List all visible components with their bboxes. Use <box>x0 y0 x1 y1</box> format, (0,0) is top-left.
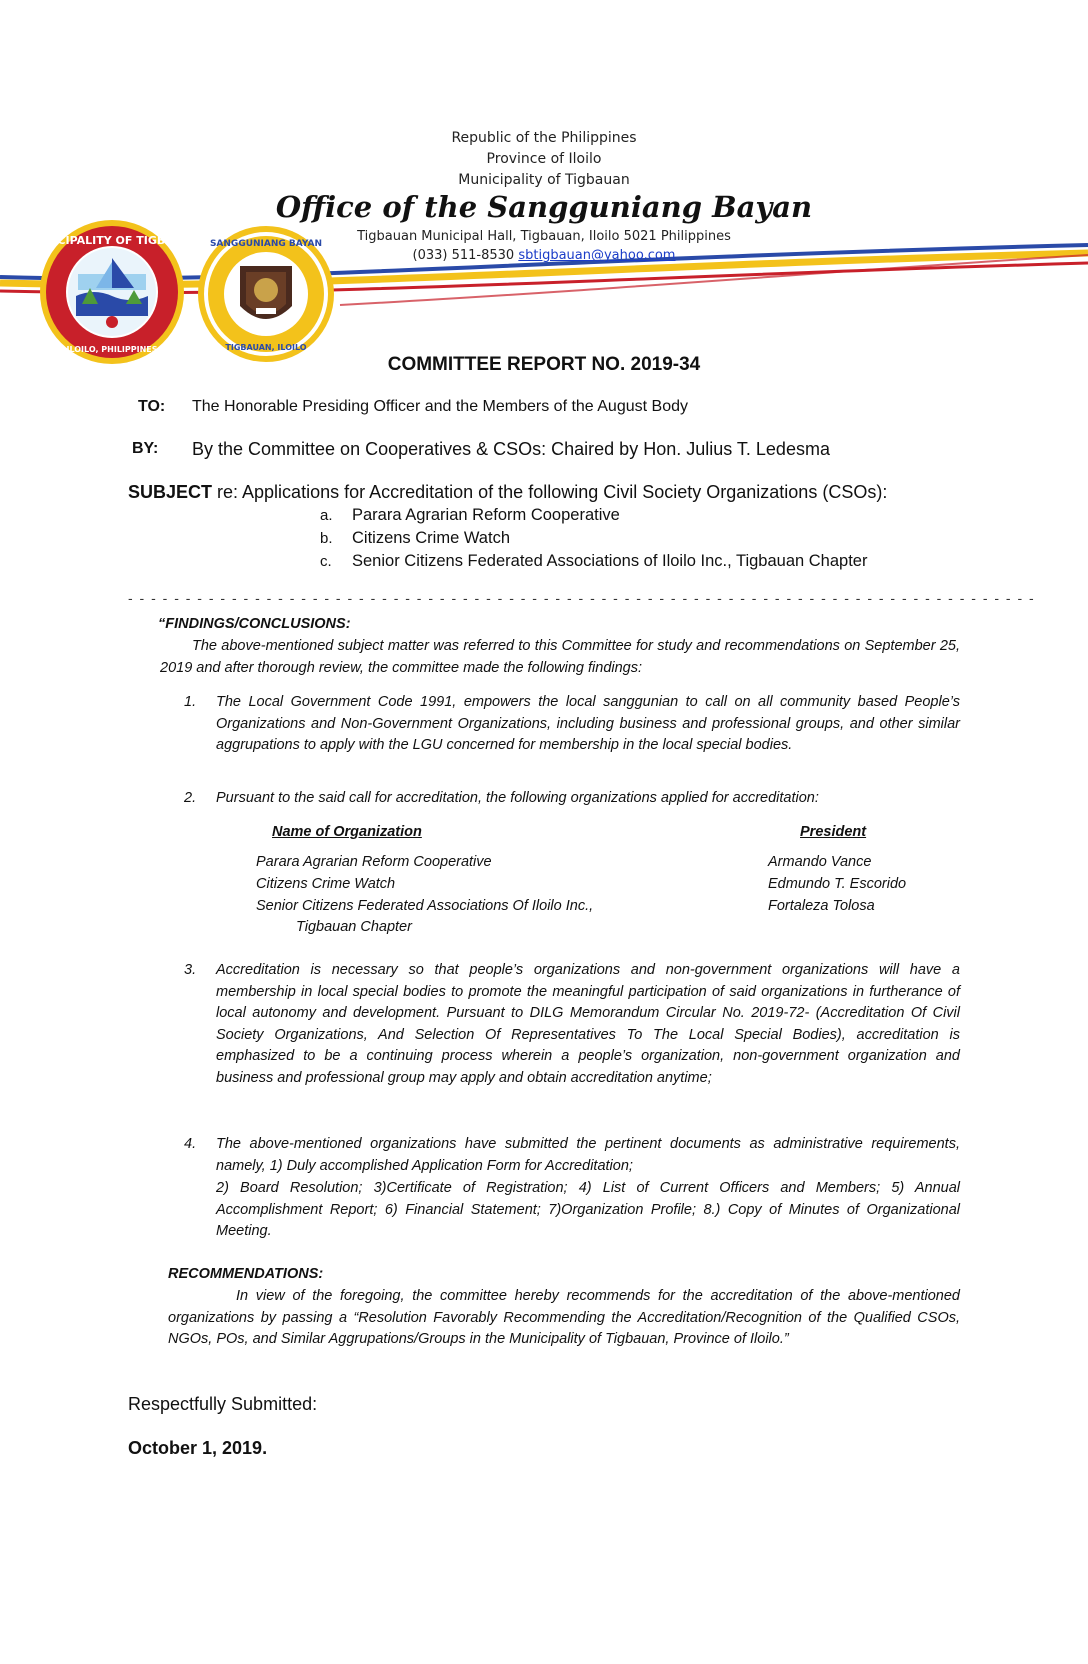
province-line: Province of Iloilo <box>486 151 602 167</box>
svg-text:TIGBAUAN, ILOILO: TIGBAUAN, ILOILO <box>225 343 307 352</box>
subject-item: Parara Agrarian Reform Cooperative <box>352 506 620 524</box>
finding-4-text-a: The above-mentioned organizations have submitted the pertinent documents as administrative requirements, namely, 1) Duly accomplished Application Form for Accreditation; <box>216 1136 960 1174</box>
recommendations-text: In view of the foregoing, the committee hereby recommends for the accreditation of the above-mentioned organizations by passing a “Resolution Favorably Recommending the Accreditation/Recognition of the Qualified CSOs, NGOs, POs, and Similar Aggrupations/Groups in the Municipality of Tigbauan, Province of Iloilo.” <box>168 1288 960 1348</box>
findings-intro: The above-mentioned subject matter was referred to this Committee for study and recommendations on September 25, 2019 and after thorough review, the committee made the following findings: <box>160 638 960 676</box>
email-link[interactable]: sbtigbauan@yahoo.com <box>518 248 676 263</box>
subject-text: re: Applications for Accreditation of the following Civil Society Organizations (CSOs): <box>212 482 888 502</box>
subject-label: SUBJECT <box>128 482 213 502</box>
org-column-header: Name of Organization <box>272 824 422 840</box>
office-title: Office of the Sangguniang Bayan <box>275 190 813 224</box>
table-row-president: Armando Vance <box>768 854 872 870</box>
report-date: October 1, 2019. <box>128 1438 268 1458</box>
subject-item: Citizens Crime Watch <box>352 529 510 547</box>
table-row-president: Edmundo T. Escorido <box>768 876 907 892</box>
finding-1-number: 1. <box>184 694 197 710</box>
table-row-president: Fortaleza Tolosa <box>768 898 875 914</box>
table-row-org: Citizens Crime Watch <box>256 876 396 892</box>
report-title: COMMITTEE REPORT NO. 2019-34 <box>387 354 701 375</box>
svg-text:MUNICIPALITY OF TIGBAUAN: MUNICIPALITY OF TIGBAUAN <box>24 234 200 247</box>
finding-2-number: 2. <box>184 790 197 806</box>
subject-item: Senior Citizens Federated Associations of Iloilo Inc., Tigbauan Chapter <box>352 552 868 570</box>
finding-3-text: Accreditation is necessary so that people’s organizations and non-government organizations will have a membership in local special bodies to promote the meaningful participation of said organizations in furtherance of local autonomy and development. Pursuant to DILG Memorandum Circular No. 2019-72- (Accreditation Of Civil Society Organizations, And Selection Of Representatives To The Local Special Bodies), accreditation is emphasized to be a continuing process wherein a people’s organization, non-government organization and business and professional group may apply and obtain accreditation anytime; <box>216 962 960 1086</box>
subject-item-marker: c. <box>320 553 332 570</box>
subject-item-marker: b. <box>320 530 333 547</box>
finding-2-text: Pursuant to the said call for accreditation, the following organizations applied for accreditation: <box>216 790 819 806</box>
svg-text:ILOILO, PHILIPPINES: ILOILO, PHILIPPINES <box>66 345 158 354</box>
finding-1-text: The Local Government Code 1991, empowers the local sanggunian to call on all community based People’s Organizations and Non-Government Organizations, including business and professional groups, and other similar aggrupations to apply with the LGU concerned for membership in the local special bodies. <box>216 694 960 754</box>
by-label: BY: <box>132 440 159 457</box>
table-row-org-continued: Tigbauan Chapter <box>296 919 412 935</box>
svg-text:SANGGUNIANG BAYAN: SANGGUNIANG BAYAN <box>209 239 323 249</box>
municipality-line: Municipality of Tigbauan <box>458 172 630 188</box>
finding-4-number: 4. <box>184 1136 197 1152</box>
finding-4-text-b: 2) Board Resolution; 3)Certificate of Registration; 4) List of Current Officers and Members; 5) Annual Accomplishment Report; 6) Financial Statement; 7)Organization Profile; 8.) Copy of Minutes of Organizational Meeting. <box>216 1180 960 1240</box>
table-row-org: Senior Citizens Federated Associations Of Iloilo Inc., <box>256 898 594 914</box>
republic-line: Republic of the Philippines <box>451 130 637 146</box>
subject-item-marker: a. <box>320 507 333 524</box>
subject-line <box>128 482 887 503</box>
to-text: The Honorable Presiding Officer and the Members of the August Body <box>192 398 688 415</box>
sangguniang-bayan-seal-logo <box>196 224 336 364</box>
to-label: TO: <box>138 398 166 415</box>
respectfully-submitted: Respectfully Submitted: <box>128 1394 318 1414</box>
findings-heading: “FINDINGS/CONCLUSIONS: <box>158 616 351 632</box>
address-line: Tigbauan Municipal Hall, Tigbauan, Iloilo 5021 Philippines <box>357 229 731 244</box>
divider: - - - - - - - - - - - - - - - - - - - - - - - - - - - - - - - - - - - - - - - - - - - - - - - - - - - - - - - - - - - - - - - - - - - - - - - - - - - - - - - <box>128 590 1036 606</box>
recommendations-heading: RECOMMENDATIONS: <box>168 1266 324 1282</box>
contact-line <box>0 248 1088 263</box>
president-column-header: President <box>800 824 867 840</box>
by-text: By the Committee on Cooperatives & CSOs: Chaired by Hon. Julius T. Ledesma <box>192 439 830 459</box>
finding-3-number: 3. <box>184 962 197 978</box>
phone-number: (033) 511-8530 <box>412 248 515 263</box>
table-row-org: Parara Agrarian Reform Cooperative <box>256 854 492 870</box>
